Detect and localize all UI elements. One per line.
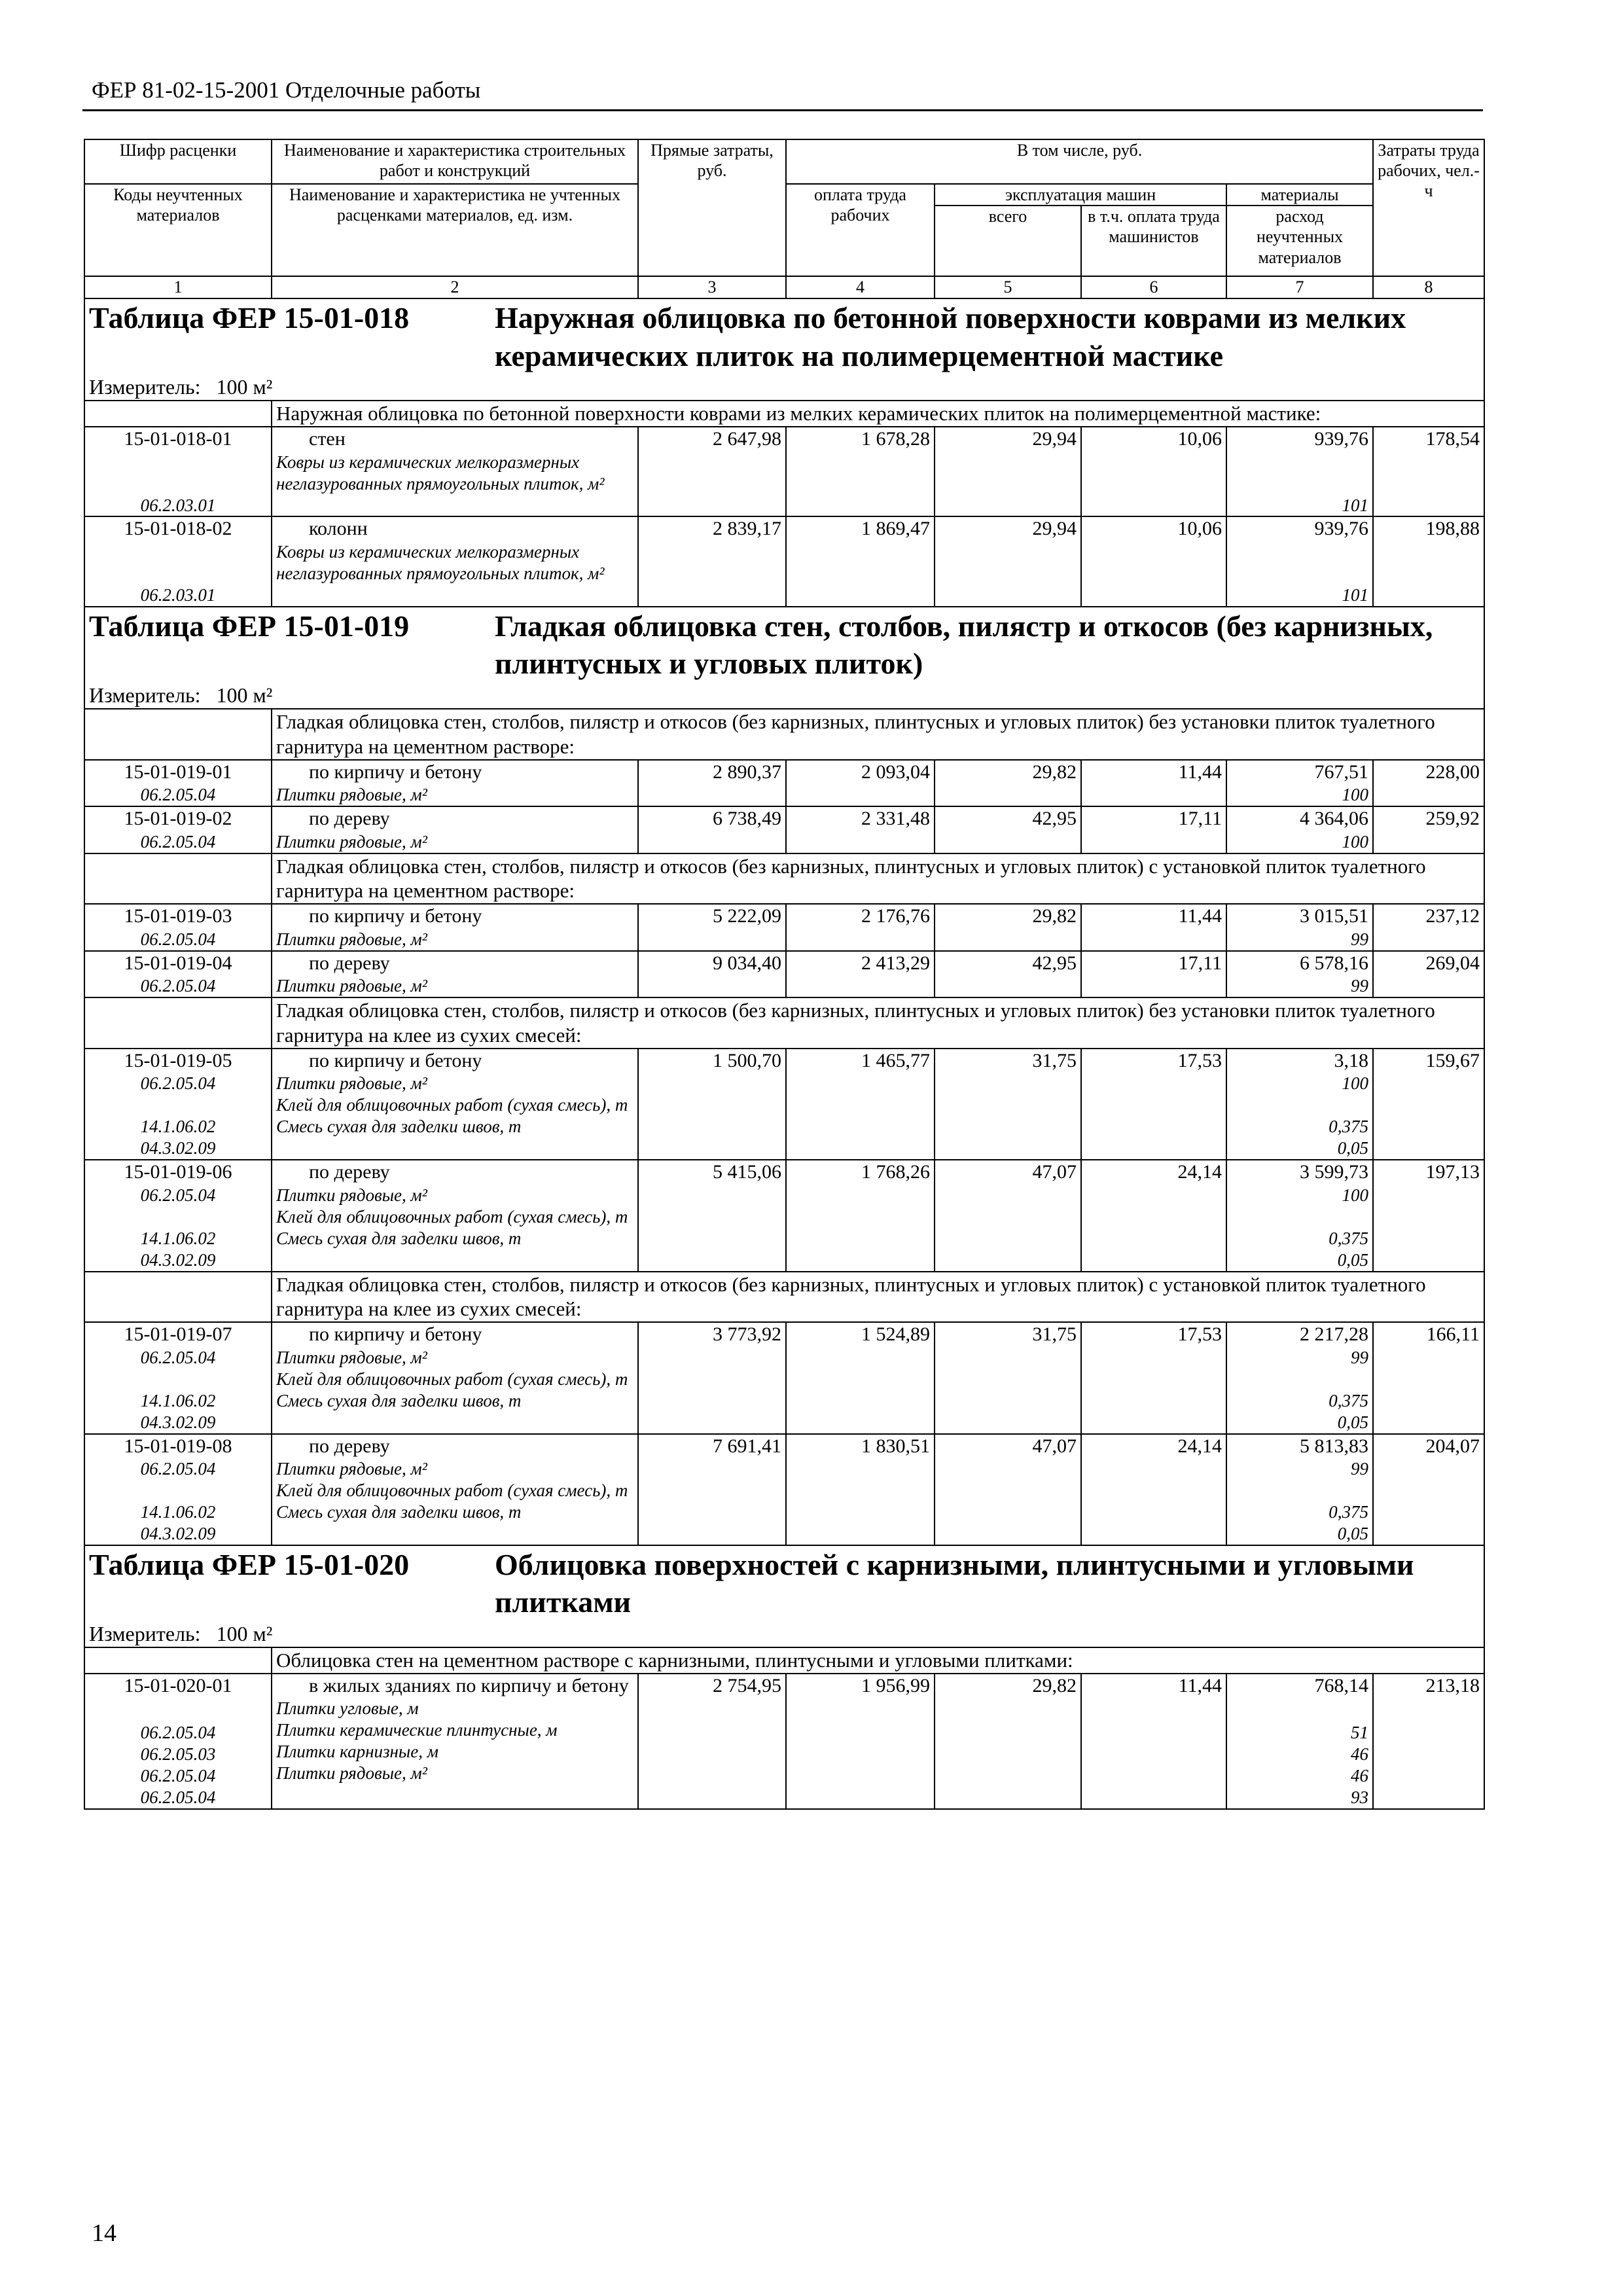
rate-code-cell — [84, 1434, 272, 1545]
material-name: Плитки рядовые, м² — [276, 1763, 427, 1784]
caption-empty — [84, 997, 272, 1049]
material-qty: 101 — [1342, 584, 1369, 605]
direct-cost: 7 691,41 — [638, 1434, 786, 1545]
rate-code-cell — [84, 1160, 272, 1271]
rate-code-cell — [84, 760, 272, 807]
material-qty: 0,375 — [1329, 1117, 1369, 1137]
column-number: 4 — [786, 276, 935, 298]
materials-cell — [1226, 516, 1373, 606]
material-qty: 100 — [1342, 1185, 1369, 1205]
machines-pay: 11,44 — [1081, 904, 1226, 951]
machines-total: 47,07 — [935, 1160, 1081, 1271]
material-code: 06.2.05.04 — [140, 1459, 216, 1479]
material-name: Смесь сухая для заделки швов, т — [276, 1117, 522, 1137]
measure-value: 100 м² — [200, 1621, 273, 1645]
rates-table — [84, 139, 1485, 1810]
materials-cost: 939,76 — [1314, 518, 1369, 540]
material-code: 06.2.03.01 — [140, 584, 216, 605]
spacer — [1231, 1480, 1368, 1501]
material-code: 06.2.05.04 — [140, 1185, 216, 1205]
measure-label: Измеритель: — [89, 683, 201, 707]
material-code: 06.2.05.04 — [140, 1347, 216, 1367]
col-header-name-bottom: Наименование и характеристика не учтенных расценками материалов, ед. изм. — [272, 184, 638, 276]
table-number: Таблица ФЕР 15-01-020 — [89, 1547, 410, 1581]
rate-code-cell — [84, 806, 272, 853]
caption-empty — [84, 853, 272, 905]
material-qty: 0,05 — [1337, 1412, 1369, 1432]
table-row — [84, 427, 1484, 516]
col-header-machines-pay: в т.ч. оплата труда машинистов — [1081, 206, 1226, 276]
rate-name-cell — [272, 1160, 638, 1271]
table-row — [84, 1434, 1484, 1545]
material-code: 06.2.05.04 — [140, 976, 216, 996]
material-code: 06.2.05.04 — [140, 1722, 216, 1742]
material-code: 14.1.06.02 — [140, 1390, 216, 1410]
section-caption: Гладкая облицовка стен, столбов, пилястр и откосов (без карнизных, плинтусных и угловых плиток) без установки плиток туалетного гарнитура на цементном растворе: — [272, 709, 1484, 760]
rate-name: по дереву — [309, 1435, 390, 1457]
machines-pay: 24,14 — [1081, 1434, 1226, 1545]
direct-cost: 3 773,92 — [638, 1322, 786, 1433]
rate-name-cell — [272, 904, 638, 951]
rate-name-cell — [272, 1049, 638, 1160]
col-header-machines-total: всего — [935, 206, 1081, 276]
material-qty: 0,05 — [1337, 1523, 1369, 1543]
col-header-code-bottom: Коды неучтенных материалов — [84, 184, 272, 276]
section-caption: Гладкая облицовка стен, столбов, пилястр и откосов (без карнизных, плинтусных и угловых плиток) с установкой плиток туалетного гарнитура на клее из сухих смесей: — [272, 1272, 1484, 1323]
rate-name: по дереву — [309, 952, 390, 974]
column-number: 8 — [1373, 276, 1484, 298]
labor-pay: 2 331,48 — [786, 806, 935, 853]
spacer — [89, 1698, 267, 1722]
machines-total: 31,75 — [935, 1322, 1081, 1433]
labor-cost: 269,04 — [1373, 951, 1484, 998]
material-name: Клей для облицовочных работ (сухая смесь), т — [276, 1369, 628, 1389]
rate-code-cell — [84, 427, 272, 516]
rate-name-cell — [272, 1434, 638, 1545]
rate-code: 15-01-019-04 — [124, 952, 232, 974]
caption-empty — [84, 1272, 272, 1323]
section-caption-row — [84, 1647, 1484, 1674]
material-code: 04.3.02.09 — [140, 1412, 216, 1432]
direct-cost: 2 890,37 — [638, 760, 786, 807]
spacer — [1231, 1094, 1368, 1116]
materials-cell — [1226, 1434, 1373, 1545]
rate-name-cell — [272, 951, 638, 998]
materials-cell — [1226, 760, 1373, 807]
material-qty: 0,375 — [1329, 1390, 1369, 1410]
labor-cost: 159,67 — [1373, 1049, 1484, 1160]
rate-name-cell — [272, 1674, 638, 1809]
labor-pay: 2 093,04 — [786, 760, 935, 807]
table-row — [84, 1160, 1484, 1271]
spacer — [89, 1206, 267, 1228]
materials-cell — [1226, 1322, 1373, 1433]
material-qty: 99 — [1351, 1347, 1369, 1367]
page-number: 14 — [92, 2219, 116, 2247]
labor-cost: 259,92 — [1373, 806, 1484, 853]
measure-value: 100 м² — [200, 683, 273, 707]
machines-total: 31,75 — [935, 1049, 1081, 1160]
machines-total: 47,07 — [935, 1434, 1081, 1545]
caption-empty — [84, 709, 272, 760]
caption-empty — [84, 1647, 272, 1674]
section-caption-row — [84, 709, 1484, 760]
material-name: Клей для облицовочных работ (сухая смесь), т — [276, 1095, 628, 1115]
material-code: 06.2.05.04 — [140, 831, 216, 852]
rate-name-cell — [272, 760, 638, 807]
rate-name: в жилых зданиях по кирпичу и бетону — [309, 1674, 629, 1696]
col-header-labor-cost: Затраты труда рабочих, чел.-ч — [1373, 139, 1484, 276]
section-caption-row — [84, 997, 1484, 1049]
col-header-materials-usage: расход неучтенных материалов — [1226, 206, 1373, 276]
table-title-cell — [84, 1545, 1484, 1621]
materials-cost: 768,14 — [1314, 1674, 1369, 1696]
labor-cost: 228,00 — [1373, 760, 1484, 807]
rate-name-cell — [272, 516, 638, 606]
material-name: Плитки рядовые, м² — [276, 1459, 427, 1479]
caption-empty — [84, 401, 272, 427]
spacer — [89, 541, 267, 563]
measure-row — [84, 683, 1484, 709]
column-number: 6 — [1081, 276, 1226, 298]
table-title-cell — [84, 298, 1484, 374]
labor-cost: 166,11 — [1373, 1322, 1484, 1433]
materials-cost: 6 578,16 — [1300, 952, 1369, 974]
col-header-incl: В том числе, руб. — [786, 139, 1373, 184]
measure-value: 100 м² — [200, 375, 273, 399]
machines-total: 29,82 — [935, 1674, 1081, 1809]
col-header-direct: Прямые затраты, руб. — [638, 139, 786, 276]
section-caption: Наружная облицовка по бетонной поверхности коврами из мелких керамических плиток на полимерцементной мастике: — [272, 401, 1484, 427]
labor-cost: 178,54 — [1373, 427, 1484, 516]
rate-code-cell — [84, 1674, 272, 1809]
rate-code-cell — [84, 904, 272, 951]
labor-pay: 1 830,51 — [786, 1434, 935, 1545]
spacer — [89, 1094, 267, 1116]
machines-total: 42,95 — [935, 951, 1081, 998]
material-qty: 99 — [1351, 929, 1369, 949]
spacer — [1231, 473, 1368, 495]
table-row — [84, 1674, 1484, 1809]
labor-pay: 1 869,47 — [786, 516, 935, 606]
rate-code-cell — [84, 951, 272, 998]
material-qty: 46 — [1351, 1744, 1369, 1764]
labor-cost: 213,18 — [1373, 1674, 1484, 1809]
section-caption-row — [84, 401, 1484, 427]
direct-cost: 2 647,98 — [638, 427, 786, 516]
col-header-name: Наименование и характеристика строительных работ и конструкций — [272, 139, 638, 184]
material-qty: 100 — [1342, 1073, 1369, 1094]
section-caption: Облицовка стен на цементном растворе с карнизными, плинтусными и угловыми плитками: — [272, 1647, 1484, 1674]
rate-code-cell — [84, 1049, 272, 1160]
materials-cell — [1226, 1160, 1373, 1271]
spacer — [1231, 1369, 1368, 1390]
labor-pay: 2 413,29 — [786, 951, 935, 998]
rate-name-cell — [272, 1322, 638, 1433]
measure-label: Измеритель: — [89, 1621, 201, 1645]
material-name: Плитки рядовые, м² — [276, 785, 427, 805]
section-caption-row — [84, 1272, 1484, 1323]
materials-cell — [1226, 427, 1373, 516]
spacer — [89, 1480, 267, 1501]
machines-total: 29,94 — [935, 516, 1081, 606]
labor-cost: 237,12 — [1373, 904, 1484, 951]
measure-row — [84, 374, 1484, 401]
rate-code: 15-01-019-07 — [124, 1323, 232, 1346]
spacer — [1231, 1206, 1368, 1228]
material-code: 06.2.05.04 — [140, 1073, 216, 1094]
machines-pay: 17,53 — [1081, 1322, 1226, 1433]
col-header-materials: материалы — [1226, 184, 1373, 206]
table-row — [84, 1322, 1484, 1433]
materials-cell — [1226, 1049, 1373, 1160]
materials-cost: 3,18 — [1334, 1049, 1369, 1071]
table-number: Таблица ФЕР 15-01-019 — [89, 609, 410, 643]
machines-pay: 17,11 — [1081, 951, 1226, 998]
materials-cell — [1226, 951, 1373, 998]
spacer — [89, 563, 267, 584]
rate-name: по кирпичу и бетону — [309, 761, 482, 783]
materials-cost: 939,76 — [1314, 428, 1369, 450]
table-number: Таблица ФЕР 15-01-018 — [89, 301, 410, 335]
material-name: Клей для облицовочных работ (сухая смесь), т — [276, 1206, 628, 1227]
material-code: 06.2.03.01 — [140, 495, 216, 515]
section-caption: Гладкая облицовка стен, столбов, пилястр и откосов (без карнизных, плинтусных и угловых плиток) с установкой плиток туалетного гарнитура на цементном растворе: — [272, 853, 1484, 905]
header-rule — [82, 109, 1483, 111]
labor-cost: 204,07 — [1373, 1434, 1484, 1545]
materials-cost: 767,51 — [1314, 761, 1369, 783]
labor-cost: 198,88 — [1373, 516, 1484, 606]
direct-cost: 1 500,70 — [638, 1049, 786, 1160]
material-name: Плитки рядовые, м² — [276, 929, 427, 949]
table-title: Облицовка поверхностей с карнизными, плинтусными и угловыми плитками — [495, 1547, 1414, 1619]
material-qty: 101 — [1342, 495, 1369, 515]
direct-cost: 5 222,09 — [638, 904, 786, 951]
rate-code: 15-01-019-02 — [124, 808, 232, 830]
spacer — [1231, 1698, 1368, 1722]
material-code: 06.2.05.04 — [140, 1765, 216, 1785]
table-title: Гладкая облицовка стен, столбов, пилястр и откосов (без карнизных, плинтусных и угловых плиток) — [495, 609, 1433, 681]
rate-code: 15-01-019-08 — [124, 1435, 232, 1457]
material-code: 06.2.05.03 — [140, 1744, 216, 1764]
rate-name-cell — [272, 427, 638, 516]
material-qty: 100 — [1342, 831, 1369, 852]
rate-name: по кирпичу и бетону — [309, 1323, 482, 1346]
labor-pay: 1 768,26 — [786, 1160, 935, 1271]
material-code: 06.2.05.04 — [140, 929, 216, 949]
material-name: Смесь сухая для заделки швов, т — [276, 1502, 522, 1522]
table-title-cell — [84, 607, 1484, 683]
materials-cost: 4 364,06 — [1300, 808, 1369, 830]
direct-cost: 5 415,06 — [638, 1160, 786, 1271]
spacer — [89, 452, 267, 473]
table-title-row — [84, 607, 1484, 683]
material-name: Клей для облицовочных работ (сухая смесь), т — [276, 1480, 628, 1501]
table-row — [84, 1049, 1484, 1160]
material-code: 14.1.06.02 — [140, 1117, 216, 1137]
rate-code: 15-01-019-06 — [124, 1161, 232, 1183]
material-name: Плитки рядовые, м² — [276, 976, 427, 996]
material-qty: 0,05 — [1337, 1138, 1369, 1158]
machines-total: 42,95 — [935, 806, 1081, 853]
material-name: Плитки угловые, м — [276, 1698, 419, 1719]
material-name: Плитки рядовые, м² — [276, 1347, 427, 1367]
rate-name: по дереву — [309, 1161, 390, 1183]
material-code: 04.3.02.09 — [140, 1249, 216, 1270]
materials-cost: 3 015,51 — [1300, 905, 1369, 927]
table-title-row — [84, 298, 1484, 374]
spacer — [1231, 541, 1368, 563]
labor-pay: 1 524,89 — [786, 1322, 935, 1433]
machines-pay: 10,06 — [1081, 427, 1226, 516]
rate-name: стен — [309, 428, 346, 450]
material-qty: 0,375 — [1329, 1502, 1369, 1522]
col-header-code: Шифр расценки — [84, 139, 272, 184]
materials-cell — [1226, 904, 1373, 951]
labor-pay: 1 465,77 — [786, 1049, 935, 1160]
material-qty: 0,375 — [1329, 1228, 1369, 1248]
material-code: 14.1.06.02 — [140, 1502, 216, 1522]
column-number: 3 — [638, 276, 786, 298]
table-title-row — [84, 1545, 1484, 1621]
material-code: 14.1.06.02 — [140, 1228, 216, 1248]
labor-cost: 197,13 — [1373, 1160, 1484, 1271]
machines-pay: 11,44 — [1081, 1674, 1226, 1809]
machines-pay: 17,53 — [1081, 1049, 1226, 1160]
direct-cost: 2 839,17 — [638, 516, 786, 606]
material-qty: 99 — [1351, 976, 1369, 996]
column-number: 2 — [272, 276, 638, 298]
table-row — [84, 806, 1484, 853]
material-code: 04.3.02.09 — [140, 1523, 216, 1543]
rate-code: 15-01-019-01 — [124, 761, 232, 783]
table-title: Наружная облицовка по бетонной поверхности коврами из мелких керамических плиток на полимерцементной мастике — [495, 301, 1406, 372]
material-name: Ковры из керамических мелкоразмерных неглазурованных прямоугольных плиток, м² — [276, 452, 605, 493]
materials-cost: 2 217,28 — [1300, 1323, 1369, 1346]
materials-cost: 3 599,73 — [1300, 1161, 1369, 1183]
material-qty: 46 — [1351, 1765, 1369, 1785]
rate-name: по кирпичу и бетону — [309, 905, 482, 927]
measure-cell — [84, 1621, 1484, 1647]
rate-name-cell — [272, 806, 638, 853]
spacer — [89, 1369, 267, 1390]
materials-cell — [1226, 806, 1373, 853]
material-code: 04.3.02.09 — [140, 1138, 216, 1158]
column-number: 7 — [1226, 276, 1373, 298]
spacer — [1231, 452, 1368, 473]
rate-name: по дереву — [309, 808, 390, 830]
material-code: 06.2.05.04 — [140, 785, 216, 805]
table-row — [84, 904, 1484, 951]
table-row — [84, 760, 1484, 807]
material-name: Ковры из керамических мелкоразмерных неглазурованных прямоугольных плиток, м² — [276, 542, 605, 583]
section-caption-row — [84, 853, 1484, 905]
machines-pay: 11,44 — [1081, 760, 1226, 807]
material-name: Плитки рядовые, м² — [276, 1073, 427, 1094]
spacer — [1231, 563, 1368, 584]
rate-code: 15-01-018-01 — [124, 428, 232, 450]
table-row — [84, 951, 1484, 998]
material-qty: 93 — [1351, 1787, 1369, 1807]
material-name: Плитки рядовые, м² — [276, 831, 427, 852]
rate-code-cell — [84, 1322, 272, 1433]
material-name: Плитки керамические плинтусные, м — [276, 1720, 558, 1740]
labor-pay: 2 176,76 — [786, 904, 935, 951]
machines-pay: 24,14 — [1081, 1160, 1226, 1271]
materials-cell — [1226, 1674, 1373, 1809]
rate-name: по кирпичу и бетону — [309, 1049, 482, 1071]
direct-cost: 2 754,95 — [638, 1674, 786, 1809]
column-number: 1 — [84, 276, 272, 298]
machines-total: 29,82 — [935, 904, 1081, 951]
column-number: 5 — [935, 276, 1081, 298]
machines-pay: 10,06 — [1081, 516, 1226, 606]
col-header-machines: эксплуатация машин — [935, 184, 1226, 206]
labor-pay: 1 956,99 — [786, 1674, 935, 1809]
spacer — [89, 473, 267, 495]
rate-code: 15-01-020-01 — [124, 1674, 232, 1696]
page-header: ФЕР 81-02-15-2001 Отделочные работы — [92, 77, 481, 103]
material-qty: 51 — [1351, 1722, 1369, 1742]
rate-code-cell — [84, 516, 272, 606]
measure-row — [84, 1621, 1484, 1647]
labor-pay: 1 678,28 — [786, 427, 935, 516]
material-qty: 0,05 — [1337, 1249, 1369, 1270]
rate-code: 15-01-019-05 — [124, 1049, 232, 1071]
rate-code: 15-01-019-03 — [124, 905, 232, 927]
measure-label: Измеритель: — [89, 375, 201, 399]
material-qty: 100 — [1342, 785, 1369, 805]
rate-name: колонн — [309, 518, 368, 540]
material-name: Плитки карнизные, м — [276, 1742, 438, 1762]
material-name: Смесь сухая для заделки швов, т — [276, 1390, 522, 1410]
machines-pay: 17,11 — [1081, 806, 1226, 853]
measure-cell — [84, 374, 1484, 401]
col-header-labor-pay: оплата труда рабочих — [786, 184, 935, 276]
material-qty: 99 — [1351, 1459, 1369, 1479]
machines-total: 29,94 — [935, 427, 1081, 516]
direct-cost: 9 034,40 — [638, 951, 786, 998]
direct-cost: 6 738,49 — [638, 806, 786, 853]
table-row — [84, 516, 1484, 606]
material-name: Плитки рядовые, м² — [276, 1185, 427, 1205]
material-code: 06.2.05.04 — [140, 1787, 216, 1807]
section-caption: Гладкая облицовка стен, столбов, пилястр и откосов (без карнизных, плинтусных и угловых плиток) без установки плиток туалетного гарнитура на клее из сухих смесей: — [272, 997, 1484, 1049]
rate-code: 15-01-018-02 — [124, 518, 232, 540]
materials-cost: 5 813,83 — [1300, 1435, 1369, 1457]
measure-cell — [84, 683, 1484, 709]
material-name: Смесь сухая для заделки швов, т — [276, 1228, 522, 1248]
machines-total: 29,82 — [935, 760, 1081, 807]
